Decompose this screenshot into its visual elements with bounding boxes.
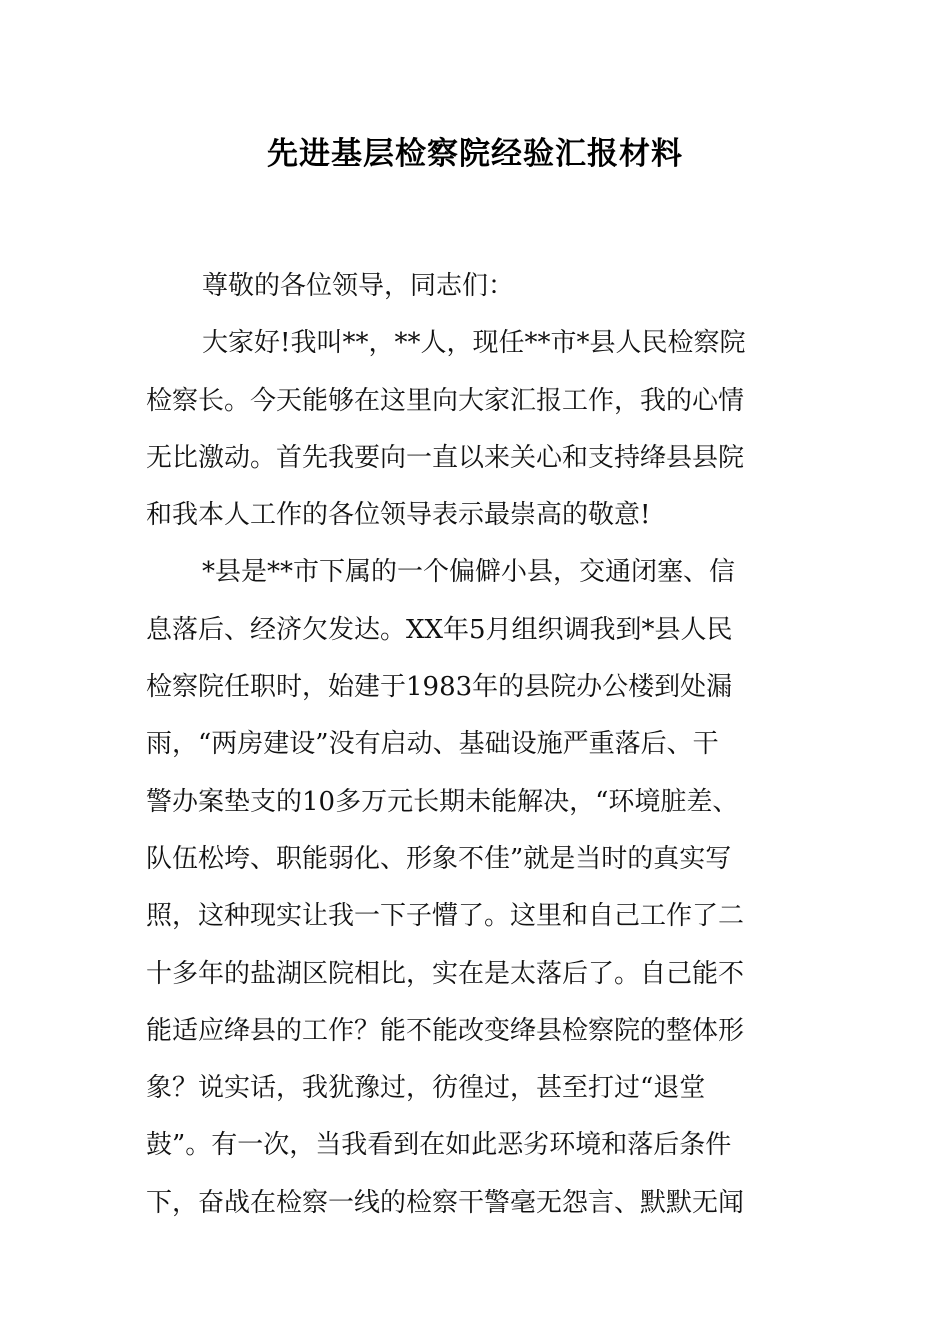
- paragraph-line: 十多年的盐湖区院相比，实在是太落后了。自己能不: [146, 958, 745, 989]
- document-title: 先进基层检察院经验汇报材料: [267, 136, 683, 172]
- paragraph-line: 鼓”。有一次，当我看到在如此恶劣环境和落后条件: [146, 1130, 732, 1161]
- salutation-line: 尊敬的各位领导，同志们：: [202, 271, 515, 301]
- paragraph-line: 雨，“两房建设”没有启动、基础设施严重落后、干: [146, 729, 719, 760]
- paragraph-line: 大家好!我叫**，**人，现任**市*县人民检察院: [202, 328, 746, 359]
- paragraph-line: 能适应绛县的工作？能不能改变绛县检察院的整体形: [146, 1015, 745, 1046]
- paragraph-line: 象？说实话，我犹豫过，彷徨过，甚至打过“退堂: [146, 1073, 706, 1104]
- paragraph-line: 无比激动。首先我要向一直以来关心和支持绛县县院: [146, 442, 745, 473]
- paragraph-line: *县是**市下属的一个偏僻小县，交通闭塞、信: [202, 557, 736, 588]
- paragraph-line: 检察长。今天能够在这里向大家汇报工作，我的心情: [146, 385, 745, 416]
- paragraph-line: 警办案垫支的10多万元长期未能解决，“环境脏差、: [146, 786, 739, 817]
- paragraph-line: 下，奋战在检察一线的检察干警毫无怨言、默默无闻: [146, 1187, 745, 1218]
- paragraph-line: 和我本人工作的各位领导表示最崇高的敬意!: [146, 500, 651, 531]
- document-body: [146, 258, 810, 1232]
- paragraph-line: 检察院任职时，始建于1983年的县院办公楼到处漏: [146, 672, 733, 703]
- paragraph-line: 照，这种现实让我一下子懵了。这里和自己工作了二: [146, 901, 745, 932]
- paragraph-line: 队伍松垮、职能弱化、形象不佳”就是当时的真实写: [146, 843, 732, 874]
- paragraph-line: 息落后、经济欠发达。XX年5月组织调我到*县人民: [146, 614, 733, 645]
